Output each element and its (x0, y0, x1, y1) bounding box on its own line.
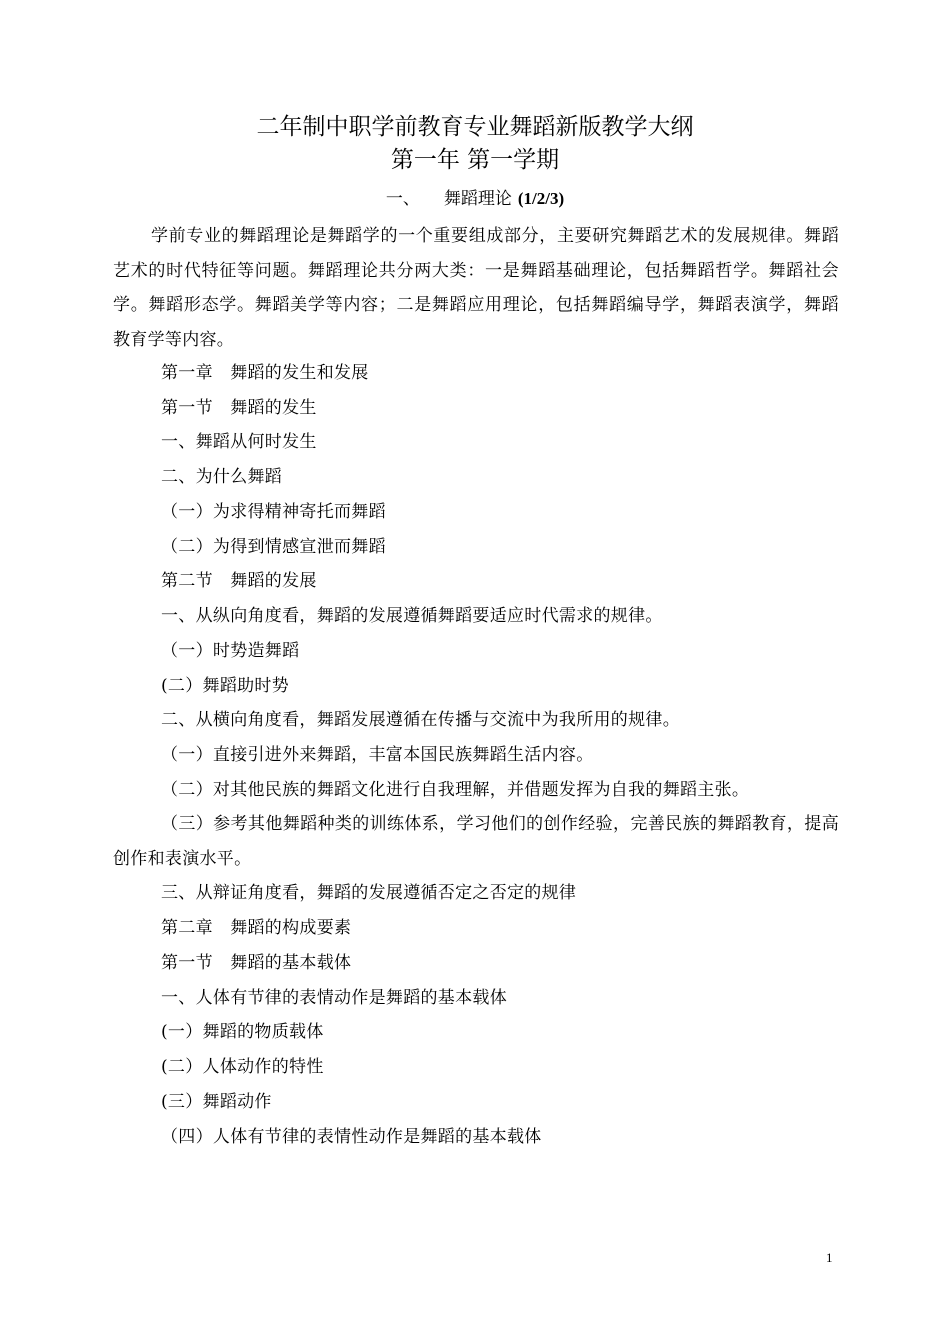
section-name: 舞蹈理论 (443, 189, 512, 209)
outline-item: 一、舞蹈从何时发生 (161, 432, 317, 452)
outline-item: （三）参考其他舞蹈种类的训练体系，学习他们的创作经验，完善民族的舞蹈教育，提高创作和表演水平。 (113, 814, 839, 869)
outline-item: (二）人体动作的特性 (161, 1057, 324, 1077)
outline-item: 第二节 舞蹈的发展 (161, 571, 317, 591)
outline-item: （一）时势造舞蹈 (161, 641, 300, 661)
outline-item: 二、为什么舞蹈 (161, 467, 283, 487)
outline-item: （一）为求得精神寄托而舞蹈 (161, 502, 386, 522)
outline-item: 一、从纵向角度看，舞蹈的发展遵循舞蹈要适应时代需求的规律。 (161, 606, 663, 626)
outline-item: （二）对其他民族的舞蹈文化进行自我理解，并借题发挥为自我的舞蹈主张。 (161, 780, 750, 800)
section-number: 一、 (385, 189, 420, 209)
document-subtitle: 第一年 第一学期 (390, 147, 560, 173)
outline-item: 第一节 舞蹈的发生 (161, 398, 317, 418)
outline-item: 一、人体有节律的表情动作是舞蹈的基本载体 (161, 988, 507, 1008)
outline-item: 第二章 舞蹈的构成要素 (161, 918, 352, 938)
intro-paragraph: 学前专业的舞蹈理论是舞蹈学的一个重要组成部分，主要研究舞蹈艺术的发展规律。舞蹈艺术的时代特征等问题。舞蹈理论共分两大类：一是舞蹈基础理论，包括舞蹈哲学。舞蹈社会学。舞蹈形态学。舞蹈美学等内容；二是舞蹈应用理论，包括舞蹈编导学，舞蹈表演学，舞蹈教育学等内容。 (113, 226, 839, 350)
outline-item: 第一章 舞蹈的发生和发展 (161, 363, 369, 383)
section-heading (0, 186, 950, 212)
outline-item: (三）舞蹈动作 (161, 1092, 272, 1112)
outline-item: (一）舞蹈的物质载体 (161, 1022, 324, 1042)
outline-item: (二）舞蹈助时势 (161, 676, 290, 696)
outline-item: 三、从辩证角度看，舞蹈的发展遵循否定之否定的规律 (161, 883, 577, 903)
outline-item: （一）直接引进外来舞蹈，丰富本国民族舞蹈生活内容。 (161, 745, 594, 765)
outline-item: （四）人体有节律的表情性动作是舞蹈的基本载体 (161, 1127, 542, 1147)
page-number: 1 (826, 1250, 833, 1265)
outline-item: 二、从横向角度看，舞蹈发展遵循在传播与交流中为我所用的规律。 (161, 710, 680, 730)
document-title: 二年制中职学前教育专业舞蹈新版教学大纲 (256, 114, 694, 140)
outline-item: 第一节 舞蹈的基本载体 (161, 953, 352, 973)
outline-item: （二）为得到情感宣泄而舞蹈 (161, 537, 386, 557)
section-code: (1/2/3) (517, 189, 565, 208)
